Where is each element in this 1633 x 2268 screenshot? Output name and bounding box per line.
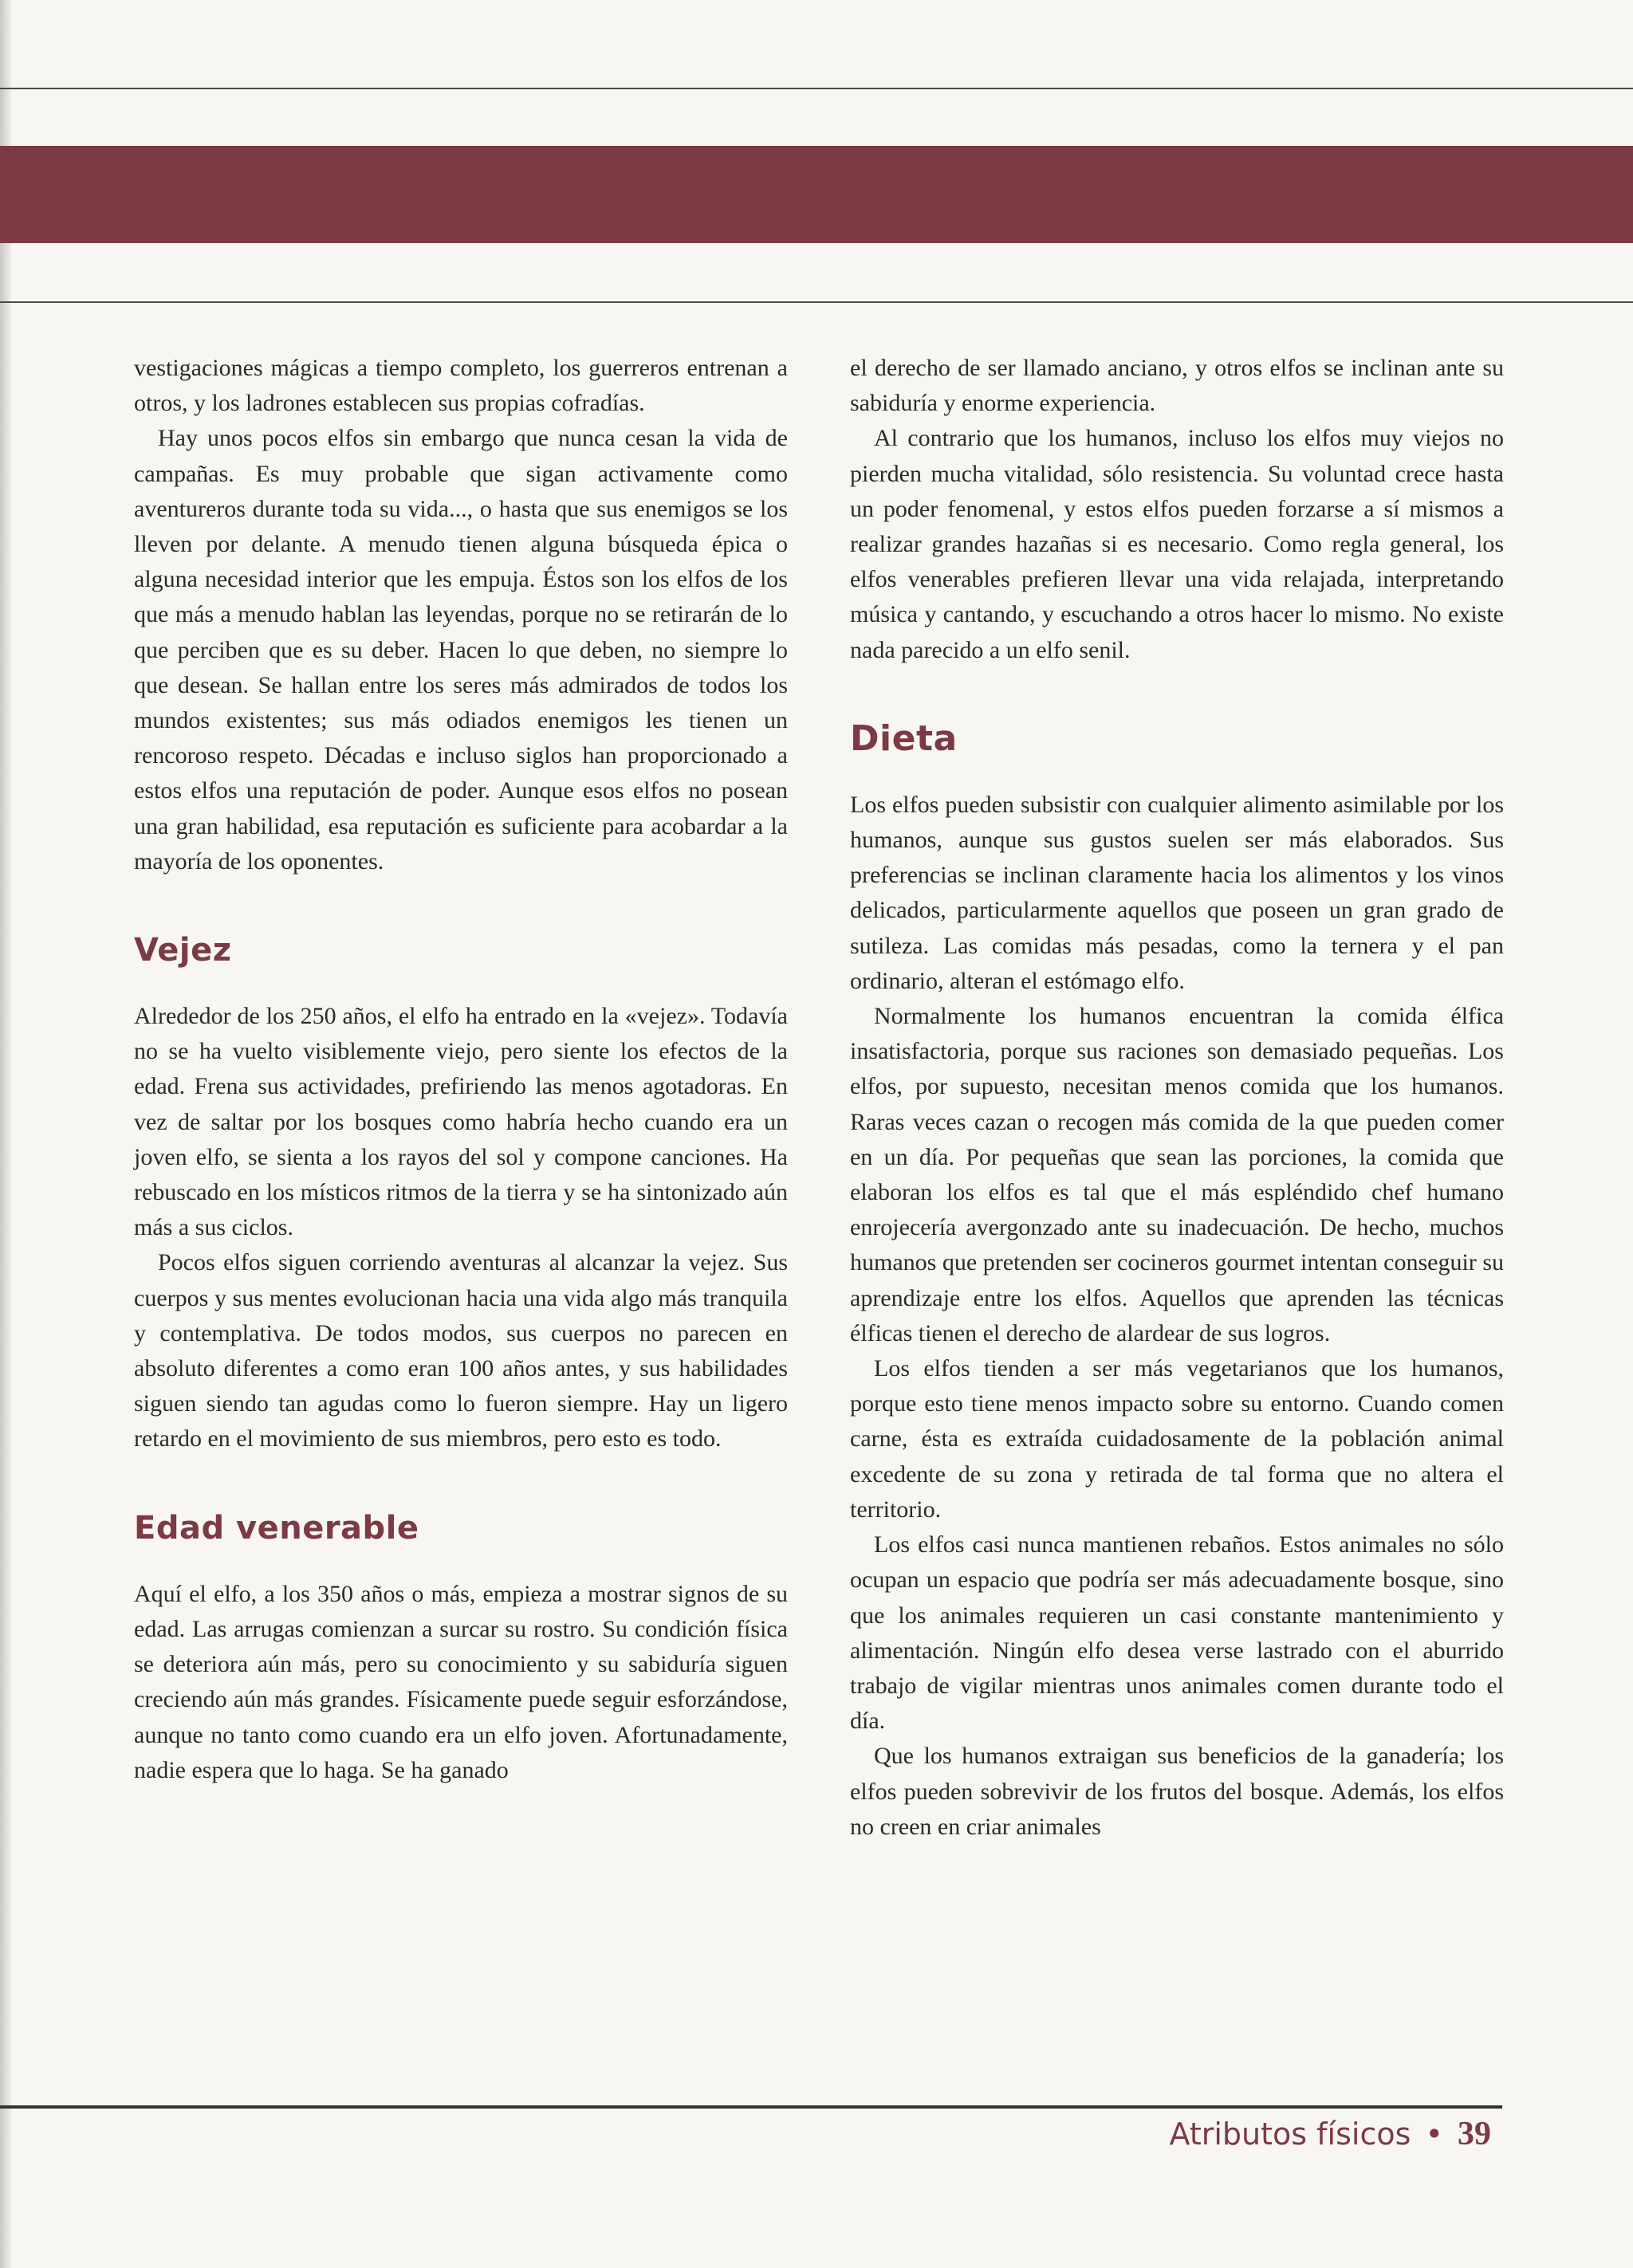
- right-column: [850, 351, 1504, 1845]
- paragraph: Al contrario que los humanos, incluso los elfos muy viejos no pierden mucha vitalidad, sólo resistencia. Su voluntad crece hasta un poder fenomenal, y estos elfos pueden forzarse a sí mismos a realizar grandes hazañas si es necesario. Como regla general, los elfos venerables prefieren llevar una vida relajada, interpretando música y cantando, y escuchando a otros hacer lo mismo. No existe nada parecido a un elfo senil.: [850, 425, 1504, 663]
- section-heading-dieta: Dieta: [850, 717, 958, 759]
- running-footer: [1170, 2114, 1491, 2154]
- paragraph: Los elfos pueden subsistir con cualquier alimento asimilable por los humanos, aunque sus gustos suelen ser más elaborados. Sus preferencias se inclinan claramente hacia los alimentos y los vinos delicados, particularmente aquellos que poseen un gran grado de sutileza. Las comidas más pesadas, como la ternera y el pan ordinario, alteran el estómago elfo.: [850, 791, 1504, 994]
- paragraph: Pocos elfos siguen corriendo aventuras al alcanzar la vejez. Sus cuerpos y sus mentes evolucionan hacia una vida algo más tranquila y contemplativa. De todos modos, sus cuerpos no parecen en absoluto diferentes a como eran 100 años antes, y sus habilidades siguen siendo tan agudas como lo fueron siempre. Hay un ligero retardo en el movimiento de sus miembros, pero esto es todo.: [134, 1249, 788, 1452]
- paragraph: Aquí el elfo, a los 350 años o más, empieza a mostrar signos de su edad. Las arrugas comienzan a surcar su rostro. Su condición física se deteriora aún más, pero su conocimiento y su sabiduría siguen creciendo aún más grandes. Físicamente puede seguir esforzándose, aunque no tanto como cuando era un elfo joven. Afortunadamente, nadie espera que lo haga. Se ha ganado: [134, 1580, 788, 1783]
- paragraph: Alrededor de los 250 años, el elfo ha entrado en la «vejez». Todavía no se ha vuelto visiblemente viejo, pero siente los efectos de la edad. Frena sus actividades, prefiriendo las menos agotadoras. En vez de saltar por los bosques como habría hecho cuando era un joven elfo, se sienta a los rayos del sol y compone canciones. Ha rebuscado en los místicos ritmos de la tierra y se ha sintonizado aún más a sus ciclos.: [134, 1003, 788, 1241]
- footer-rule: [0, 2105, 1502, 2109]
- paragraph: Los elfos casi nunca mantienen rebaños. Estos animales no sólo ocupan un espacio que podría ser más adecuadamente bosque, sino que los animales requieren un casi constante mantenimiento y alimentación. Ningún elfo desea verse lastrado con el aburrido trabajo de vigilar mientras unos animales comen durante todo el día.: [850, 1531, 1504, 1735]
- section-heading-edad-venerable: Edad venerable: [134, 1509, 419, 1547]
- paragraph: el derecho de ser llamado anciano, y otros elfos se inclinan ante su sabiduría y enorme experiencia.: [850, 355, 1504, 417]
- page-number: 39: [1458, 2116, 1491, 2152]
- footer-bullet-separator: •: [1425, 2117, 1443, 2152]
- header-band: [0, 146, 1633, 243]
- section-heading-vejez: Vejez: [134, 932, 232, 969]
- paragraph: Normalmente los humanos encuentran la comida élfica insatisfactoria, porque sus raciones son demasiado pequeñas. Los elfos, por supuesto, necesitan menos comida que los humanos. Raras veces cazan o recogen más comida de la que pueden comer en un día. Por pequeñas que sean las porciones, la comida que elaboran los elfos es tal que el más espléndido chef humano enrojecería avergonzado ante su inadecuación. De hecho, muchos humanos que pretenden ser cocineros gourmet intentan conseguir su aprendizaje entre los elfos. Aquellos que aprenden las técnicas élficas tienen el derecho de alardear de sus logros.: [850, 1003, 1504, 1346]
- paragraph: vestigaciones mágicas a tiempo completo, los guerreros entrenan a otros, y los ladrones establecen sus propias cofradías.: [134, 355, 788, 417]
- left-column: [134, 351, 788, 1788]
- top-rule: [0, 88, 1633, 89]
- footer-section-title: Atributos físicos: [1169, 2117, 1411, 2152]
- header-rule: [0, 301, 1633, 303]
- page-spine-shadow: [0, 0, 11, 2268]
- paragraph: Hay unos pocos elfos sin embargo que nunca cesan la vida de campañas. Es muy probable que sigan activamente como aventureros durante toda su vida..., o hasta que sus enemigos se los lleven por delante. A menudo tienen alguna búsqueda épica o alguna necesidad interior que les empuja. Éstos son los elfos de los que más a menudo hablan las leyendas, porque no se retirarán de lo que perciben que es su deber. Hacen lo que deben, no siempre lo que desean. Se hallan entre los seres más admirados de todos los mundos existentes; sus más odiados enemigos les tienen un rencoroso respeto. Décadas e incluso siglos han proporcionado a estos elfos una reputación de poder. Aunque esos elfos no posean una gran habilidad, esa reputación es suficiente para acobardar a la mayoría de los oponentes.: [134, 425, 788, 875]
- paragraph: Que los humanos extraigan sus beneficios de la ganadería; los elfos pueden sobrevivir de los frutos del bosque. Además, los elfos no creen en criar animales: [850, 1743, 1504, 1840]
- paragraph: Los elfos tienden a ser más vegetarianos que los humanos, porque esto tiene menos impacto sobre su entorno. Cuando comen carne, ésta es extraída cuidadosamente de la población animal excedente de su zona y retirada de tal forma que no altera el territorio.: [850, 1355, 1504, 1523]
